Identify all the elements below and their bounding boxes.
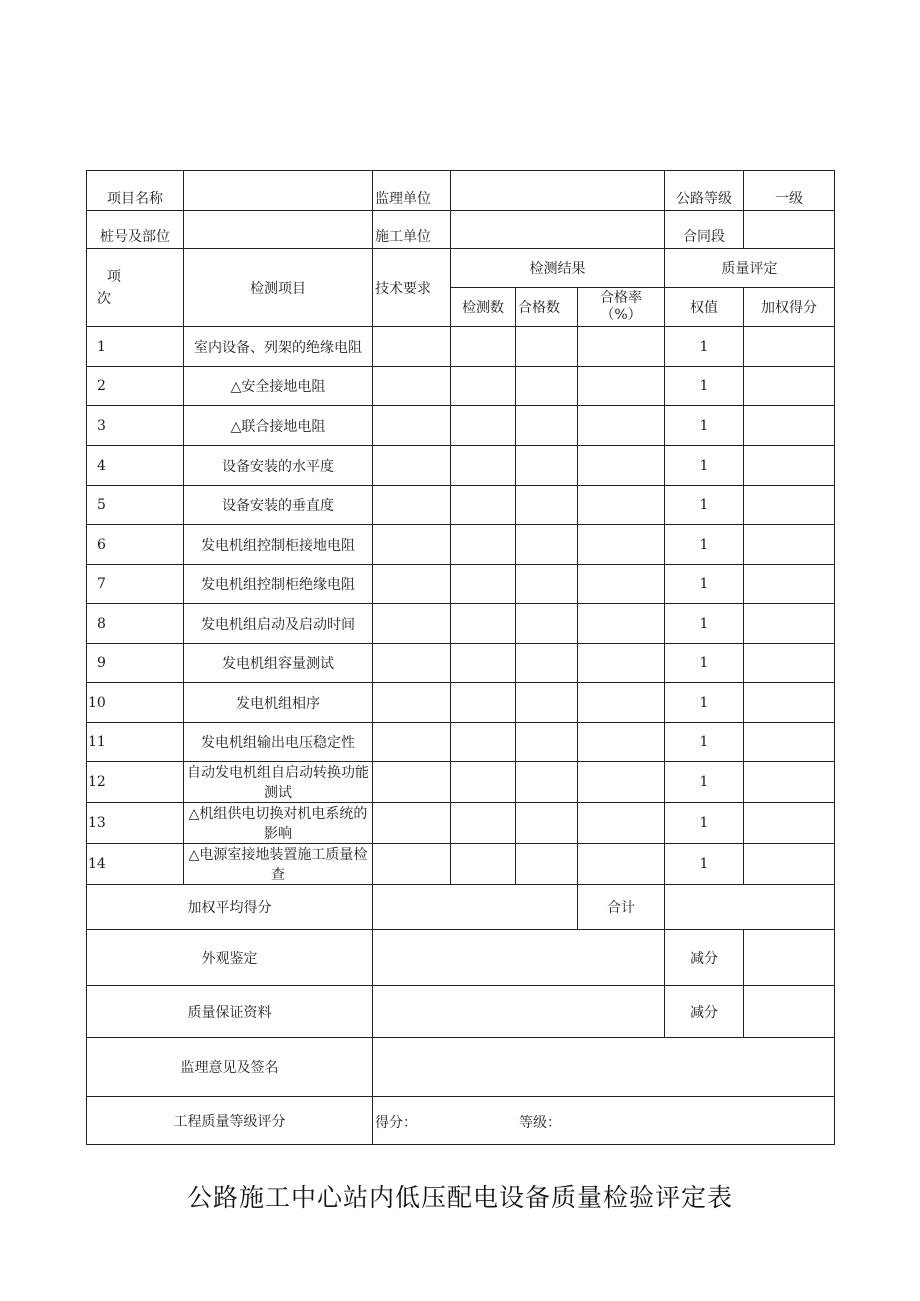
tech-req-cell[interactable] bbox=[373, 406, 451, 446]
weighted-average-value[interactable] bbox=[373, 885, 578, 930]
contract-section-value[interactable] bbox=[744, 211, 835, 249]
row-item: △安全接地电阻 bbox=[184, 367, 373, 406]
supervision-unit-value[interactable] bbox=[451, 171, 665, 211]
weight-cell: 1 bbox=[665, 446, 744, 486]
total-label: 合计 bbox=[578, 885, 665, 930]
weight-cell: 1 bbox=[665, 565, 744, 604]
table-row bbox=[87, 406, 835, 446]
weighted-score-cell[interactable] bbox=[744, 683, 835, 723]
station-value[interactable] bbox=[184, 211, 373, 249]
qualified-count-cell[interactable] bbox=[516, 644, 578, 683]
supervisor-signature-field[interactable] bbox=[373, 1038, 835, 1097]
weighted-score-cell[interactable] bbox=[744, 525, 835, 565]
row-number: 6 bbox=[87, 525, 184, 565]
inspected-count-cell[interactable] bbox=[451, 604, 516, 644]
item-no-header bbox=[87, 249, 184, 327]
qualified-count-cell[interactable] bbox=[516, 446, 578, 486]
weighted-score-cell[interactable] bbox=[744, 604, 835, 644]
total-value[interactable] bbox=[665, 885, 835, 930]
weight-cell: 1 bbox=[665, 844, 744, 885]
pass-rate-cell[interactable] bbox=[578, 486, 665, 525]
pass-rate-cell[interactable] bbox=[578, 762, 665, 803]
table-row bbox=[87, 683, 835, 723]
appearance-deduction-value[interactable] bbox=[744, 930, 835, 986]
quality-assessment-header: 质量评定 bbox=[665, 249, 835, 288]
inspection-result-header: 检测结果 bbox=[451, 249, 665, 288]
qualified-count-cell[interactable] bbox=[516, 367, 578, 406]
row-number: 9 bbox=[87, 644, 184, 683]
weight-cell: 1 bbox=[665, 525, 744, 565]
inspected-count-cell[interactable] bbox=[451, 367, 516, 406]
table-row bbox=[87, 644, 835, 683]
tech-req-cell[interactable] bbox=[373, 446, 451, 486]
row-number: 1 bbox=[87, 327, 184, 367]
construction-unit-label: 施工单位 bbox=[373, 211, 451, 249]
inspection-item-header: 检测项目 bbox=[184, 249, 373, 327]
tech-req-cell[interactable] bbox=[373, 762, 451, 803]
table-row bbox=[87, 565, 835, 604]
quality-inspection-table bbox=[86, 170, 835, 1145]
weight-cell: 1 bbox=[665, 803, 744, 844]
pass-rate-cell[interactable] bbox=[578, 723, 665, 762]
contract-section-label: 合同段 bbox=[665, 211, 744, 249]
inspected-count-cell[interactable] bbox=[451, 644, 516, 683]
item-no-header-line1: 项 bbox=[107, 268, 121, 285]
road-grade-value[interactable]: 一级 bbox=[744, 171, 835, 211]
technical-requirement-header: 技术要求 bbox=[373, 249, 451, 327]
row-item: △机组供电切换对机电系统的影响 bbox=[184, 803, 373, 844]
row-item: 发电机组相序 bbox=[184, 683, 373, 723]
row-item: 设备安装的垂直度 bbox=[184, 486, 373, 525]
weighted-score-cell[interactable] bbox=[744, 327, 835, 367]
inspected-count-cell[interactable] bbox=[451, 446, 516, 486]
supervision-unit-label: 监理单位 bbox=[373, 171, 451, 211]
weighted-score-cell[interactable] bbox=[744, 565, 835, 604]
tech-req-cell[interactable] bbox=[373, 327, 451, 367]
row-number: 5 bbox=[87, 486, 184, 525]
appearance-value[interactable] bbox=[373, 930, 665, 986]
row-number: 3 bbox=[87, 406, 184, 446]
pass-rate-cell[interactable] bbox=[578, 367, 665, 406]
weighted-score-cell[interactable] bbox=[744, 486, 835, 525]
table-row bbox=[87, 762, 835, 803]
tech-req-cell[interactable] bbox=[373, 723, 451, 762]
pass-rate-cell[interactable] bbox=[578, 327, 665, 367]
weighted-score-cell[interactable] bbox=[744, 723, 835, 762]
construction-unit-value[interactable] bbox=[451, 211, 665, 249]
inspected-count-cell[interactable] bbox=[451, 683, 516, 723]
row-number: 10 bbox=[87, 683, 184, 723]
weight-cell: 1 bbox=[665, 644, 744, 683]
qualified-count-cell[interactable] bbox=[516, 683, 578, 723]
row-item: 发电机组控制柜接地电阻 bbox=[184, 525, 373, 565]
pass-rate-cell[interactable] bbox=[578, 604, 665, 644]
grade-label: 工程质量等级评分 bbox=[87, 1097, 373, 1145]
weighted-score-header: 加权得分 bbox=[744, 288, 835, 327]
quality-docs-deduction-label: 减分 bbox=[665, 986, 744, 1038]
weight-cell: 1 bbox=[665, 367, 744, 406]
inspected-count-cell[interactable] bbox=[451, 803, 516, 844]
tech-req-cell[interactable] bbox=[373, 844, 451, 885]
row-number: 8 bbox=[87, 604, 184, 644]
station-label: 桩号及部位 bbox=[87, 211, 184, 249]
weighted-score-cell[interactable] bbox=[744, 406, 835, 446]
quality-docs-row bbox=[87, 986, 835, 1038]
inspected-count-cell[interactable] bbox=[451, 565, 516, 604]
qualified-count-cell[interactable] bbox=[516, 486, 578, 525]
table-row bbox=[87, 367, 835, 406]
qualified-count-cell[interactable] bbox=[516, 844, 578, 885]
project-name-label: 项目名称 bbox=[87, 171, 184, 211]
tech-req-cell[interactable] bbox=[373, 525, 451, 565]
row-number: 13 bbox=[87, 803, 184, 844]
table-row bbox=[87, 723, 835, 762]
pass-rate-cell[interactable] bbox=[578, 683, 665, 723]
row-item: △电源室接地装置施工质量检查 bbox=[184, 844, 373, 885]
qualified-count-cell[interactable] bbox=[516, 723, 578, 762]
inspected-count-cell[interactable] bbox=[451, 486, 516, 525]
level-label: 等级： bbox=[519, 1115, 561, 1131]
qualified-count-cell[interactable] bbox=[516, 762, 578, 803]
appearance-label: 外观鉴定 bbox=[87, 930, 373, 986]
tech-req-cell[interactable] bbox=[373, 367, 451, 406]
score-label: 得分： bbox=[375, 1115, 417, 1131]
table-row bbox=[87, 446, 835, 486]
table-row bbox=[87, 327, 835, 367]
inspected-count-cell[interactable] bbox=[451, 406, 516, 446]
weighted-average-label: 加权平均得分 bbox=[87, 885, 373, 930]
row-number: 4 bbox=[87, 446, 184, 486]
table-row bbox=[87, 803, 835, 844]
weight-cell: 1 bbox=[665, 327, 744, 367]
qualified-count-cell[interactable] bbox=[516, 525, 578, 565]
header-row-1 bbox=[87, 171, 835, 211]
pass-rate-header-line1: 合格率 bbox=[600, 290, 642, 306]
table-row bbox=[87, 525, 835, 565]
row-number: 2 bbox=[87, 367, 184, 406]
inspected-count-cell[interactable] bbox=[451, 327, 516, 367]
weighted-score-cell[interactable] bbox=[744, 844, 835, 885]
supervisor-row bbox=[87, 1038, 835, 1097]
tech-req-cell[interactable] bbox=[373, 803, 451, 844]
row-item: 发电机组启动及启动时间 bbox=[184, 604, 373, 644]
header-row-2 bbox=[87, 211, 835, 249]
tech-req-cell[interactable] bbox=[373, 604, 451, 644]
inspected-count-cell[interactable] bbox=[451, 844, 516, 885]
quality-docs-deduction-value[interactable] bbox=[744, 986, 835, 1038]
weight-header: 权值 bbox=[665, 288, 744, 327]
weight-cell: 1 bbox=[665, 683, 744, 723]
weighted-average-row bbox=[87, 885, 835, 930]
pass-rate-cell[interactable] bbox=[578, 803, 665, 844]
weight-cell: 1 bbox=[665, 723, 744, 762]
qualified-count-cell[interactable] bbox=[516, 406, 578, 446]
table-row bbox=[87, 604, 835, 644]
pass-rate-header-line2: （%） bbox=[600, 307, 642, 323]
weight-cell: 1 bbox=[665, 604, 744, 644]
table-row bbox=[87, 844, 835, 885]
row-item: 发电机组控制柜绝缘电阻 bbox=[184, 565, 373, 604]
grade-row bbox=[87, 1097, 835, 1145]
tech-req-cell[interactable] bbox=[373, 683, 451, 723]
inspected-count-header: 检测数 bbox=[451, 288, 516, 327]
row-item: 设备安装的水平度 bbox=[184, 446, 373, 486]
row-number: 11 bbox=[87, 723, 184, 762]
pass-rate-cell[interactable] bbox=[578, 644, 665, 683]
qualified-count-cell[interactable] bbox=[516, 327, 578, 367]
page-title: 公路施工中心站内低压配电设备质量检验评定表 bbox=[186, 1183, 733, 1212]
row-item: 自动发电机组自启动转换功能测试 bbox=[184, 762, 373, 803]
weight-cell: 1 bbox=[665, 762, 744, 803]
row-item: 发电机组容量测试 bbox=[184, 644, 373, 683]
qualified-count-cell[interactable] bbox=[516, 604, 578, 644]
weighted-score-cell[interactable] bbox=[744, 367, 835, 406]
qualified-count-header: 合格数 bbox=[516, 288, 578, 327]
quality-docs-label: 质量保证资料 bbox=[87, 986, 373, 1038]
weight-cell: 1 bbox=[665, 486, 744, 525]
tech-req-cell[interactable] bbox=[373, 644, 451, 683]
row-number: 12 bbox=[87, 762, 184, 803]
row-item: △联合接地电阻 bbox=[184, 406, 373, 446]
table-row bbox=[87, 486, 835, 525]
row-number: 7 bbox=[87, 565, 184, 604]
appearance-row bbox=[87, 930, 835, 986]
grade-field[interactable] bbox=[373, 1097, 835, 1145]
tech-req-cell[interactable] bbox=[373, 486, 451, 525]
road-grade-label: 公路等级 bbox=[665, 171, 744, 211]
appearance-deduction-label: 减分 bbox=[665, 930, 744, 986]
project-name-value[interactable] bbox=[184, 171, 373, 211]
pass-rate-cell[interactable] bbox=[578, 446, 665, 486]
quality-docs-value[interactable] bbox=[373, 986, 665, 1038]
inspected-count-cell[interactable] bbox=[451, 525, 516, 565]
supervisor-label: 监理意见及签名 bbox=[87, 1038, 373, 1097]
weighted-score-cell[interactable] bbox=[744, 762, 835, 803]
weighted-score-cell[interactable] bbox=[744, 803, 835, 844]
row-item: 发电机组输出电压稳定性 bbox=[184, 723, 373, 762]
column-header-row-1 bbox=[87, 249, 835, 288]
pass-rate-cell[interactable] bbox=[578, 406, 665, 446]
weighted-score-cell[interactable] bbox=[744, 644, 835, 683]
row-number: 14 bbox=[87, 844, 184, 885]
inspected-count-cell[interactable] bbox=[451, 723, 516, 762]
weight-cell: 1 bbox=[665, 406, 744, 446]
qualified-count-cell[interactable] bbox=[516, 565, 578, 604]
item-no-header-line2: 次 bbox=[97, 290, 111, 307]
pass-rate-cell[interactable] bbox=[578, 565, 665, 604]
pass-rate-cell[interactable] bbox=[578, 844, 665, 885]
row-item: 室内设备、列架的绝缘电阻 bbox=[184, 327, 373, 367]
pass-rate-header bbox=[578, 288, 665, 327]
tech-req-cell[interactable] bbox=[373, 565, 451, 604]
inspected-count-cell[interactable] bbox=[451, 762, 516, 803]
pass-rate-cell[interactable] bbox=[578, 525, 665, 565]
qualified-count-cell[interactable] bbox=[516, 803, 578, 844]
weighted-score-cell[interactable] bbox=[744, 446, 835, 486]
